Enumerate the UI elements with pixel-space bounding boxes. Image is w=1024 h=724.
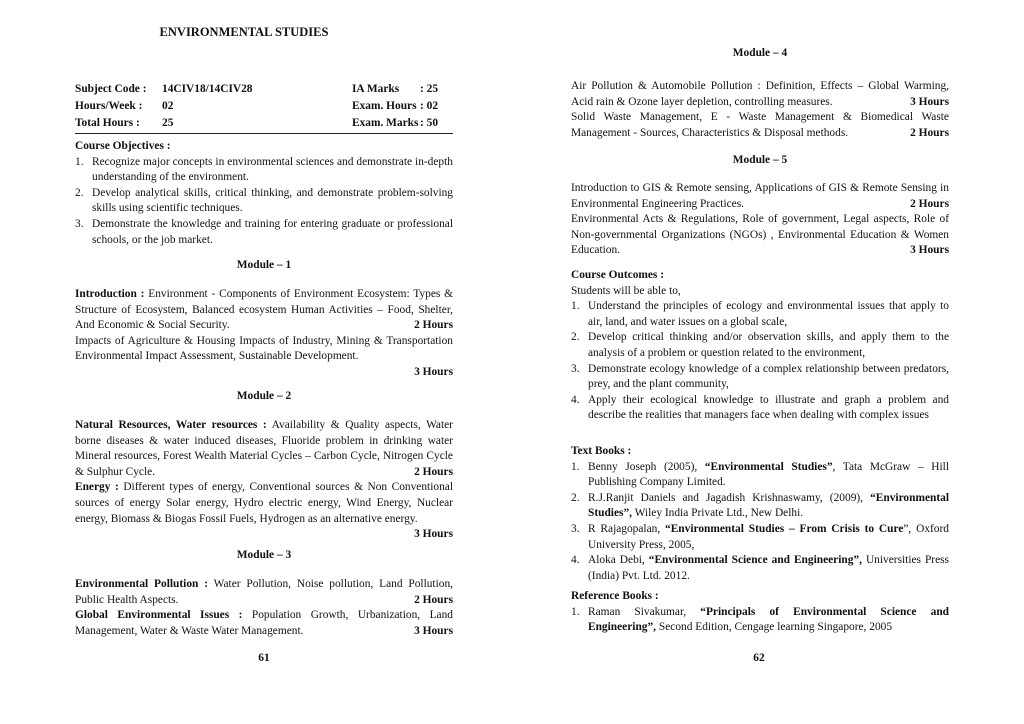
item-number: 1. — [571, 460, 580, 473]
module-1-para-2 — [75, 334, 453, 381]
para-text: Environmental Acts & Regulations, Role of government, Legal aspects, Role of Non-governmental Organizations (NGOs) , Environmental Education & Women Education. — [571, 213, 949, 257]
book-author: R.J.Ranjit Daniels and Jagadish Krishnaswamy, (2009), — [588, 491, 871, 504]
course-info-table — [75, 82, 453, 134]
module-5-body — [571, 181, 949, 259]
item-number: 2. — [75, 186, 84, 199]
hours-week-label: Hours/Week : — [75, 100, 143, 112]
book-title: “Environmental Science and Engineering”, — [648, 554, 862, 567]
exam-marks-label: Exam. Marks — [352, 117, 419, 129]
para-lead: Energy : — [75, 481, 119, 494]
info-row — [75, 82, 453, 99]
item-number: 3. — [571, 362, 580, 375]
objectives-section — [75, 139, 453, 248]
module-2-para-1 — [75, 418, 453, 480]
para-text: Water Pollution, Noise pollution, Land Pollution, Public Health Aspects. — [75, 578, 453, 606]
item-number: 3. — [571, 522, 580, 535]
info-row — [75, 99, 453, 116]
hours-label: 3 Hours — [910, 95, 949, 108]
info-row — [75, 116, 453, 134]
item-text: Demonstrate ecology knowledge of a complex relationship between predators, prey, and the plant community, — [588, 362, 949, 391]
textbooks-heading: Text Books : — [571, 445, 632, 457]
item-text: Recognize major concepts in environmental sciences and demonstrate in-depth understanding of the environment. — [92, 155, 453, 184]
item-number: 4. — [571, 393, 580, 406]
textbooks-list — [571, 460, 949, 585]
para-lead: Environmental Pollution : — [75, 578, 208, 590]
hours-week-value: 02 — [162, 100, 174, 112]
module-4-heading: Module – 4 — [732, 47, 788, 59]
module-1-para-1 — [75, 287, 453, 334]
refbooks-list — [571, 605, 949, 636]
book-title: “Environmental Studies” — [704, 460, 833, 473]
item-number: 1. — [571, 300, 580, 313]
total-hours-label: Total Hours : — [75, 117, 140, 129]
objectives-list — [75, 155, 453, 249]
item-text: Demonstrate the knowledge and training for entering graduate or professional schools, or the job market. — [92, 217, 453, 246]
para-text: Introduction to GIS & Remote sensing, Applications of GIS & Remote Sensing in Environmental Engineering Practices. — [571, 182, 949, 210]
item-number: 1. — [75, 155, 84, 168]
module-5-para-1 — [571, 181, 949, 212]
list-item — [571, 605, 949, 636]
hours-label: 3 Hours — [414, 624, 453, 637]
module-2-heading: Module – 2 — [236, 390, 292, 402]
book-title: “Environmental Studies”, — [588, 491, 949, 520]
para-lead: Natural Resources, Water resources : — [75, 419, 267, 431]
subject-code-value: 14CIV18/14CIV28 — [162, 83, 253, 95]
book-title: “Environmental Studies – From Crisis to Cure — [665, 522, 904, 535]
list-item — [571, 299, 949, 330]
para-text: Environment - Components of Environment Ecosystem: Types & Structure of Ecosystem, Balanced ecosystem Human Activities – Food, Shelter, And Economic & Social Security. — [75, 288, 453, 332]
hours-label: 2 Hours — [414, 465, 453, 478]
item-number: 1. — [571, 605, 580, 618]
outcomes-heading: Course Outcomes : — [571, 269, 665, 281]
hours-label: 3 Hours — [910, 244, 949, 257]
para-text: Different types of energy, Conventional sources & Non Conventional sources of energy Solar energy, Hydro electric energy, Wind Energy, Nuclear energy, Biomass & Biogas Fossil Fuels, Hydrogen as an alternative energy. — [75, 481, 454, 525]
list-item — [571, 522, 949, 553]
list-item — [75, 217, 453, 248]
module-4-para-1 — [571, 79, 949, 110]
hours-label: 3 Hours — [414, 528, 453, 541]
list-item — [571, 553, 949, 584]
item-number: 3. — [75, 217, 84, 230]
objectives-heading: Course Objectives : — [75, 140, 171, 152]
exam-hours-label: Exam. Hours — [352, 100, 417, 112]
textbooks-section — [571, 444, 949, 584]
module-3-para-2 — [75, 608, 453, 639]
book-publisher: ”, Oxford University Press, 2005, — [588, 522, 949, 551]
outcomes-section — [571, 268, 949, 424]
outcomes-intro: Students will be able to, — [571, 284, 681, 297]
refbooks-heading: Reference Books : — [571, 590, 659, 602]
outcomes-list — [571, 299, 949, 424]
page-number-left: 61 — [258, 652, 270, 664]
module-2-para-2 — [75, 480, 454, 541]
subject-code-label: Subject Code : — [75, 83, 147, 95]
list-item — [571, 362, 949, 393]
module-2-body — [75, 418, 453, 543]
module-5-para-2 — [571, 212, 949, 259]
module-3-heading: Module – 3 — [236, 549, 292, 561]
page-title: ENVIRONMENTAL STUDIES — [159, 25, 329, 39]
total-hours-value: 25 — [162, 117, 174, 129]
book-publisher: Second Edition, Cengage learning Singapore, 2005 — [656, 621, 893, 634]
item-number: 2. — [571, 331, 580, 344]
hours-label: 2 Hours — [910, 197, 949, 210]
ia-marks-label: IA Marks — [352, 83, 400, 95]
hours-label: 2 Hours — [910, 126, 949, 139]
module-4-body — [571, 79, 949, 141]
ia-marks-value: : 25 — [420, 83, 439, 95]
module-1-heading: Module – 1 — [236, 259, 292, 271]
item-text: Develop critical thinking and/or observation skills, and apply them to the analysis of a problem or question related to the environment, — [588, 331, 949, 359]
item-text: Develop analytical skills, critical thinking, and demonstrate problem-solving skills using scientific techniques. — [92, 186, 453, 215]
page-number-right: 62 — [753, 652, 765, 664]
para-text: Availability & Quality aspects, Water borne diseases & water induced diseases, Fluoride problem in drinking water Mineral resources, Forest Wealth Material Cycles – Carbon Cycle, Nitrogen Cycle & Sulphur Cycle. — [75, 419, 453, 478]
module-3-body — [75, 577, 453, 639]
para-lead: Global Environmental Issues : — [75, 609, 243, 622]
para-text: Solid Waste Management, E - Waste Management & Biomedical Waste Management - Sources, Characteristics & Disposal methods. — [571, 111, 949, 139]
item-number: 2. — [571, 491, 580, 504]
book-author: Benny Joseph (2005), — [588, 460, 705, 473]
list-item — [571, 491, 949, 522]
para-text: Air Pollution & Automobile Pollution : Definition, Effects – Global Warming, Acid rain & Ozone layer depletion, controlling measures. — [571, 80, 949, 108]
item-text: Understand the principles of ecology and environmental issues that apply to air, land, and water issues on a global scale, — [588, 300, 949, 328]
book-author: R Rajagopalan, — [588, 522, 666, 535]
book-publisher: Universities Press (India) Pvt. Ltd. 2012. — [588, 554, 949, 582]
item-text: Apply their ecological knowledge to illustrate and graph a problem and describe the realities that managers face when dealing with complex issues — [588, 393, 949, 422]
module-1-body — [75, 287, 453, 381]
para-text: Impacts of Agriculture & Housing Impacts of Industry, Mining & Transportation Environmental Impact Assessment, Sustainable Development. — [75, 334, 453, 363]
book-title: “Principals of Environmental Science and Engineering”, — [588, 605, 949, 634]
hours-label: 2 Hours — [414, 593, 453, 606]
list-item — [75, 155, 453, 186]
para-text: Population Growth, Urbanization, Land Management, Water & Waste Water Management. — [75, 609, 453, 637]
list-item — [571, 393, 949, 424]
module-4-para-2 — [571, 110, 949, 141]
para-lead: Introduction : — [75, 288, 145, 300]
book-author: Raman Sivakumar, — [588, 605, 701, 618]
hours-label: 3 Hours — [414, 365, 453, 378]
refbooks-section — [571, 589, 949, 636]
book-publisher: Wiley India Private Ltd., New Delhi. — [632, 507, 804, 520]
list-item — [571, 330, 949, 361]
book-publisher: , Tata McGraw – Hill Publishing Company Limited. — [588, 460, 949, 489]
list-item — [75, 186, 453, 217]
module-5-heading: Module – 5 — [732, 154, 788, 166]
exam-hours-value: : 02 — [420, 100, 439, 112]
book-author: Aloka Debi, — [588, 554, 649, 567]
hours-label: 2 Hours — [414, 319, 453, 332]
item-number: 4. — [571, 554, 580, 567]
exam-marks-value: : 50 — [420, 117, 439, 129]
list-item — [571, 460, 949, 491]
module-3-para-1 — [75, 577, 453, 608]
